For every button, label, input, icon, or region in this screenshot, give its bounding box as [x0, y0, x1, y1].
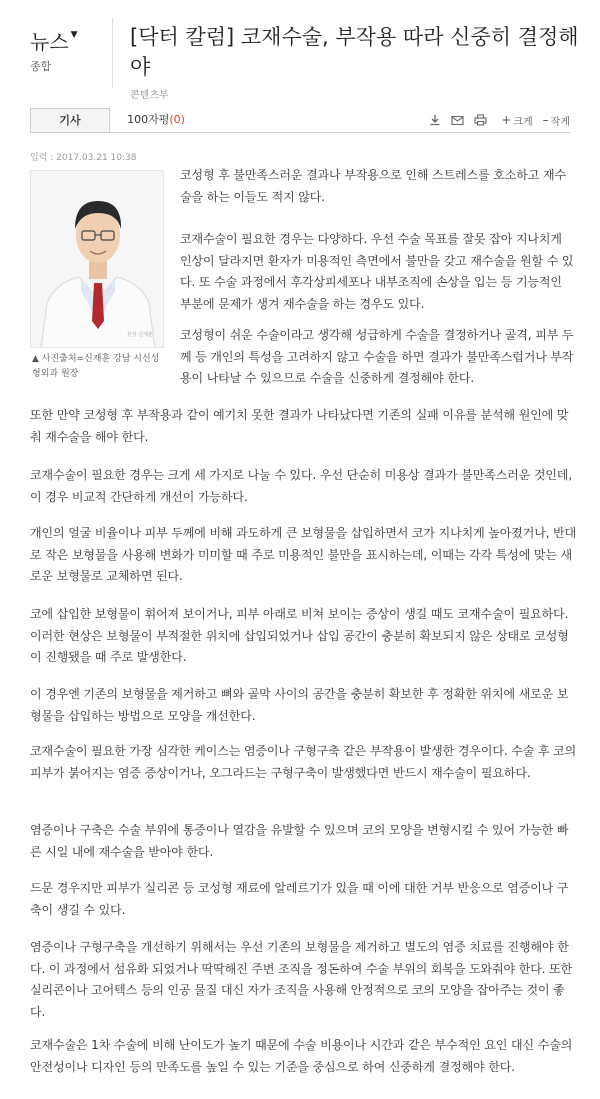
mail-icon — [451, 115, 464, 126]
paragraph: 코에 삽입한 보형물이 휘어져 보이거나, 피부 아래로 비쳐 보이는 증상이 생길 때도 코재수술이 필요하다. 이러한 현상은 보형물이 부적절한 위치에 삽입되었거나 삽입 공간이 충분히 확보되지 않은 상태로 코성형이 진행됐을 때 주로 발생한다. — [30, 607, 569, 664]
font-smaller-button[interactable] — [543, 113, 570, 128]
section-title: 뉴스 — [30, 30, 69, 54]
doctor-photo — [30, 170, 164, 348]
download-icon — [429, 114, 441, 126]
print-button[interactable] — [474, 114, 487, 126]
paragraph: 코재수술이 필요한 경우는 크게 세 가지로 나눌 수 있다. 우선 단순히 미용상 결과가 불만족스러운 것인데, 이 경우 비교적 간단하게 개선이 가능하다. — [30, 468, 573, 504]
comments-count: (0) — [169, 113, 185, 126]
font-smaller-label: 작게 — [550, 116, 570, 128]
font-bigger-label: 크게 — [513, 116, 533, 128]
paragraph: 드문 경우지만 피부가 실리콘 등 코성형 재료에 알레르기가 있을 때 이에 대한 거부 반응으로 염증이나 구축이 생길 수 있다. — [30, 881, 569, 917]
header-divider — [112, 18, 113, 88]
doctor-illustration — [31, 171, 164, 348]
tab-comments[interactable] — [116, 108, 196, 132]
article-tabs — [30, 108, 570, 133]
minus-icon: – — [542, 113, 549, 127]
subsection-label: 종합 — [30, 60, 52, 73]
download-button[interactable] — [429, 114, 441, 126]
email-button[interactable] — [451, 115, 464, 126]
paragraph: 코성형 후 불만족스러운 결과나 부작용으로 인해 스트레스를 호소하고 재수술을 하는 이들도 적지 않다. — [180, 168, 566, 204]
font-bigger-button[interactable] — [501, 113, 532, 128]
paragraph: 코재수술이 필요한 가장 심각한 케이스는 염증이나 구형구축 같은 부작용이 발생한 경우이다. 수술 후 코의 피부가 붉어지는 염증 증상이거나, 오그라드는 구형구축이 발생했다면 반드시 재수술이 필요하다. — [30, 744, 577, 780]
paragraph: 또한 만약 코성형 후 부작용과 같이 예기치 못한 결과가 나타났다면 기존의 실패 이유를 분석해 원인에 맞춰 재수술을 해야 한다. — [30, 408, 569, 444]
paragraph: 염증이나 구축은 수술 부위에 통증이나 열감을 유발할 수 있으며 코의 모양을 변형시킬 수 있어 가능한 빠른 시일 내에 재수술을 받아야 한다. — [30, 823, 569, 859]
caret-down-icon: ▼ — [70, 30, 78, 40]
paragraph: 이 경우엔 기존의 보형물을 제거하고 뼈와 골막 사이의 공간을 충분히 확보한 후 정확한 위치에 새로운 보형물을 삽입하는 방법으로 모양을 개선한다. — [30, 687, 569, 723]
paragraph: 코재수술이 필요한 경우는 다양하다. 우선 수술 목표를 잘못 잡아 지나치게 인상이 달라지면 환자가 미용적인 측면에서 불만을 갖고 재수술을 원할 수 있다. 또 수술 과정에서 후각상피세포나 내부조직에 손상을 입는 등 기능적인 부분에 문제가 생겨 재수술을 하는 경우도 있다. — [180, 232, 574, 311]
comments-label: 100자평 — [127, 113, 170, 126]
tab-article[interactable]: 기사 — [30, 108, 110, 132]
paragraph: 개인의 얼굴 비율이나 피부 두께에 비해 과도하게 큰 보형물을 삽입하면서 코가 지나치게 높아졌거나, 반대로 작은 보형물을 사용해 변화가 미미할 때 주로 미용적인 불만을 표시하는데, 이때는 각각 특성에 맞는 새로운 보형물로 교체하면 된다. — [30, 526, 577, 583]
photo-signature: 원장 신재훈 — [127, 332, 153, 338]
headline: [닥터 칼럼] 코재수술, 부작용 따라 신중히 결정해야 — [130, 25, 579, 79]
photo-caption: ▲ 사진출처=신재훈 강남 시선성형외과 원장 — [32, 354, 160, 379]
plus-icon: + — [501, 113, 512, 127]
paragraph: 염증이나 구형구축을 개선하기 위해서는 우선 기존의 보형물을 제거하고 별도의 염증 치료를 진행해야 한다. 이 과정에서 섬유화 되었거나 딱딱해진 주변 조직을 정돈하여 수술 부위의 회복을 도와줘야 한다. 또한 실리콘이나 고어텍스 등의 인공 물질 대신 자가 조직을 사용해 안정적으로 코의 모양을 잡아주는 것이 좋다. — [30, 940, 573, 1019]
article-header — [0, 0, 600, 108]
section-menu[interactable] — [30, 26, 78, 55]
paragraph: 코재수술은 1차 수술에 비해 난이도가 높기 때문에 수술 비용이나 시간과 같은 부수적인 요인 대신 수술의 안전성이나 디자인 등의 만족도를 높일 수 있는 기준을 중심으로 하여 신중하게 결정해야 한다. — [30, 1038, 573, 1074]
print-icon — [474, 114, 487, 126]
paragraph: 코성형이 쉬운 수술이라고 생각해 성급하게 수술을 결정하거나 골격, 피부 두께 등 개인의 특성을 고려하지 않고 수술을 하면 결과가 불만족스럽거나 부작용이 나타날 수 있으므로 수술을 신중하게 결정해야 한다. — [180, 328, 574, 385]
byline: 콘텐츠부 — [130, 90, 169, 101]
article-tools — [419, 108, 570, 132]
photo-block — [30, 170, 164, 382]
publish-date: 입력 : 2017.03.21 10:38 — [30, 153, 137, 163]
